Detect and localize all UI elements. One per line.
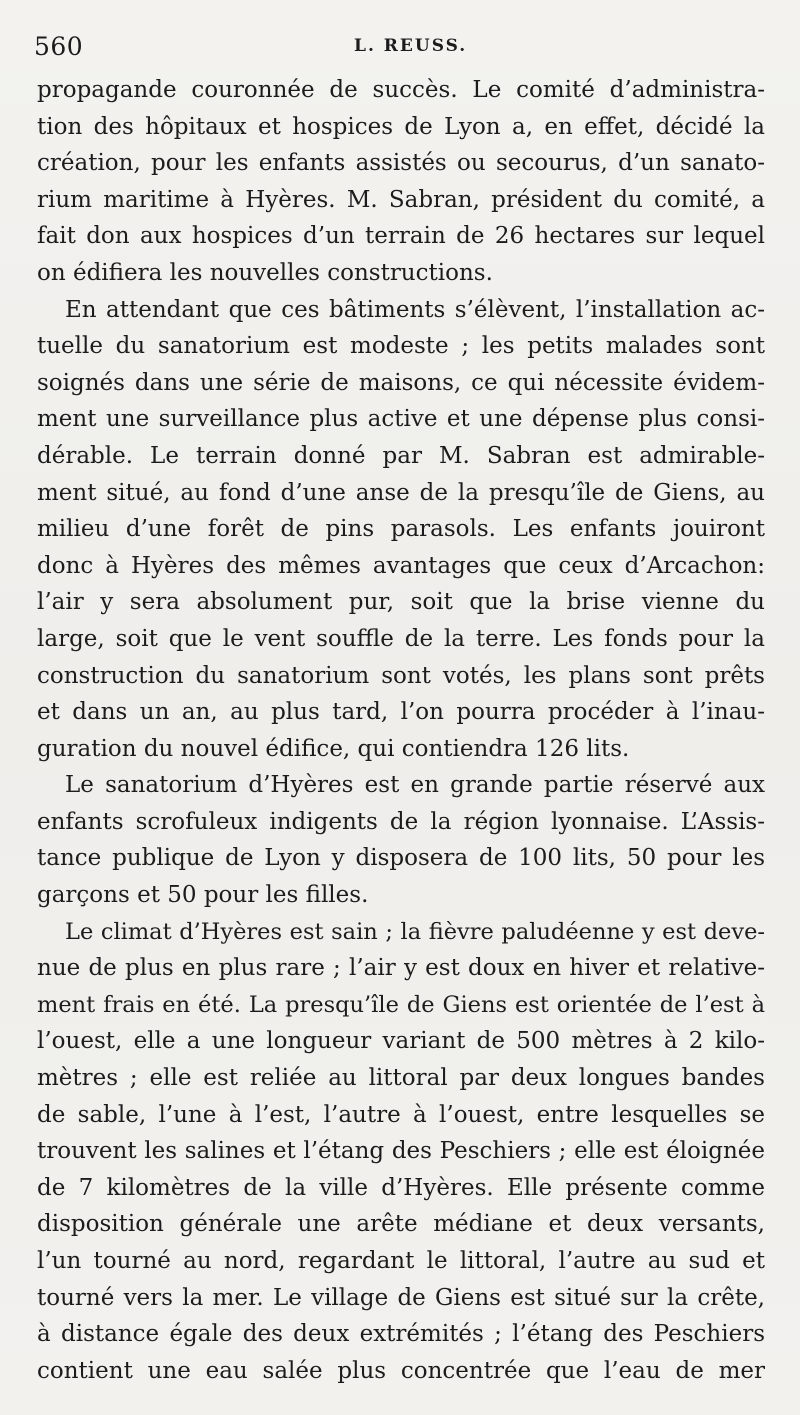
text-line: fait don aux hospices d’un terrain de 26 hectares sur lequel — [37, 223, 765, 250]
text-line: garçons et 50 pour les filles. — [37, 882, 369, 909]
paragraph-start-line: En attendant que ces bâtiments s’élèvent, l’installation ac- — [65, 296, 765, 323]
paragraph-start-line: Le climat d’Hyères est sain ; la fièvre paludéenne y est deve- — [65, 918, 765, 945]
text-line: tion des hôpitaux et hospices de Lyon a, en effet, décidé la — [37, 113, 765, 140]
text-line: soignés dans une série de maisons, ce qui nécessite évidem- — [37, 369, 765, 396]
running-head-author: L. REUSS. — [354, 36, 468, 56]
text-line: on édifiera les nouvelles constructions. — [37, 259, 493, 286]
body-text — [37, 72, 765, 1389]
text-line: de 7 kilomètres de la ville d’Hyères. Elle présente comme — [37, 1174, 765, 1201]
text-line: rium maritime à Hyères. M. Sabran, président du comité, a — [37, 186, 765, 213]
text-line: tuelle du sanatorium est modeste ; les petits malades sont — [37, 333, 765, 360]
text-line: large, soit que le vent souffle de la terre. Les fonds pour la — [37, 625, 765, 652]
text-line: milieu d’une forêt de pins parasols. Les enfants jouiront — [37, 516, 765, 543]
text-line: donc à Hyères des mêmes avantages que ceux d’Arcachon: — [37, 552, 765, 579]
text-line: l’ouest, elle a une longueur variant de 500 mètres à 2 kilo- — [37, 1028, 765, 1055]
text-line: création, pour les enfants assistés ou secourus, d’un sanato- — [37, 150, 765, 177]
text-line: enfants scrofuleux indigents de la région lyonnaise. L’Assis- — [37, 808, 765, 835]
running-head — [34, 32, 770, 62]
text-line: guration du nouvel édifice, qui contiendra 126 lits. — [37, 735, 630, 762]
text-line: disposition générale une arête médiane et deux versants, — [37, 1211, 765, 1238]
text-line: construction du sanatorium sont votés, les plans sont prêts — [37, 662, 765, 689]
text-line: à distance égale des deux extrémités ; l’étang des Peschiers — [37, 1321, 765, 1348]
text-line: dérable. Le terrain donné par M. Sabran est admirable- — [37, 442, 765, 469]
text-line: contient une eau salée plus concentrée que l’eau de mer — [37, 1357, 765, 1384]
text-line: de sable, l’une à l’est, l’autre à l’ouest, entre lesquelles se — [37, 1101, 765, 1128]
text-line: ment situé, au fond d’une anse de la presqu’île de Giens, au — [37, 479, 765, 506]
text-line: ment une surveillance plus active et une dépense plus consi- — [37, 406, 765, 433]
page-number: 560 — [34, 32, 84, 61]
text-line: et dans un an, au plus tard, l’on pourra procéder à l’inau- — [37, 699, 765, 726]
text-line: mètres ; elle est reliée au littoral par deux longues bandes — [37, 1065, 765, 1092]
text-line: tance publique de Lyon y disposera de 100 lits, 50 pour les — [37, 845, 765, 872]
text-line: tourné vers la mer. Le village de Giens est situé sur la crête, — [37, 1284, 765, 1311]
text-line: nue de plus en plus rare ; l’air y est doux en hiver et relative- — [37, 955, 765, 982]
text-line: l’air y sera absolument pur, soit que la brise vienne du — [37, 589, 765, 616]
paragraph-start-line: Le sanatorium d’Hyères est en grande partie réservé aux — [65, 772, 765, 799]
text-line: propagande couronnée de succès. Le comité d’administra- — [37, 77, 765, 103]
text-line: ment frais en été. La presqu’île de Giens est orientée de l’est à — [37, 991, 765, 1018]
text-line: l’un tourné au nord, regardant le littoral, l’autre au sud et — [37, 1248, 765, 1274]
text-line: trouvent les salines et l’étang des Peschiers ; elle est éloignée — [37, 1138, 765, 1165]
